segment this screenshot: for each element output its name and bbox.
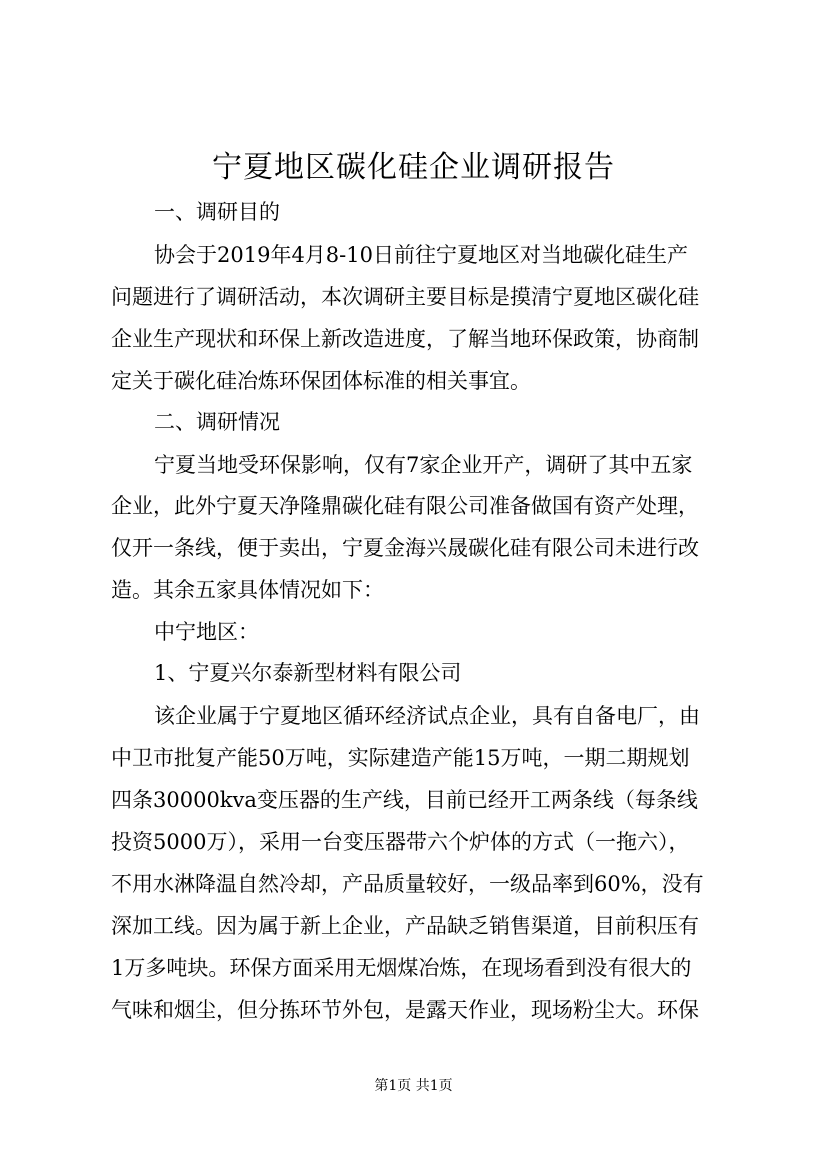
section-heading-purpose: 一、调研目的 [154, 200, 280, 224]
paragraph-line: 企业生产现状和环保上新改造进度，了解当地环保政策，协商制 [111, 327, 699, 351]
document-title: 宁夏地区碳化硅企业调研报告 [212, 150, 615, 185]
paragraph-line: 仅开一条线，便于卖出，宁夏金海兴晟碳化硅有限公司未进行改 [111, 536, 699, 560]
paragraph-line: 1万多吨块。环保方面采用无烟煤冶炼，在现场看到没有很大的 [111, 956, 692, 980]
paragraph-line: 问题进行了调研活动，本次调研主要目标是摸清宁夏地区碳化硅 [111, 285, 699, 309]
paragraph-line: 四条30000kva变压器的生产线，目前已经开工两条线（每条线 [111, 788, 698, 812]
section-heading-situation: 二、调研情况 [154, 410, 280, 434]
paragraph-line: 气味和烟尘，但分拣环节外包，是露天作业，现场粉尘大。环保 [111, 998, 699, 1022]
paragraph-line: 中卫市批复产能50万吨，实际建造产能15万吨，一期二期规划 [111, 746, 690, 770]
paragraph-line: 企业，此外宁夏天净隆鼎碳化硅有限公司准备做国有资产处理， [111, 494, 699, 518]
page-footer: 第1页 共1页 [374, 1078, 453, 1094]
paragraph-line: 不用水淋降温自然冷却，产品质量较好，一级品率到60%，没有 [111, 872, 704, 896]
company-heading: 1、宁夏兴尔泰新型材料有限公司 [154, 661, 462, 685]
paragraph-line: 定关于碳化硅冶炼环保团体标准的相关事宜。 [111, 369, 531, 393]
paragraph-line: 宁夏当地受环保影响，仅有7家企业开产，调研了其中五家 [154, 453, 693, 477]
paragraph-line: 投资5000万），采用一台变压器带六个炉体的方式（一拖六）， [111, 830, 690, 854]
paragraph-line: 协会于2019年4月8-10日前往宁夏地区对当地碳化硅生产 [154, 243, 688, 267]
paragraph-line: 深加工线。因为属于新上企业，产品缺乏销售渠道，目前积压有 [111, 914, 699, 938]
paragraph-line: 该企业属于宁夏地区循环经济试点企业，具有自备电厂，由 [154, 704, 700, 728]
paragraph-line: 造。其余五家具体情况如下： [111, 578, 384, 602]
region-label: 中宁地区： [154, 620, 259, 644]
